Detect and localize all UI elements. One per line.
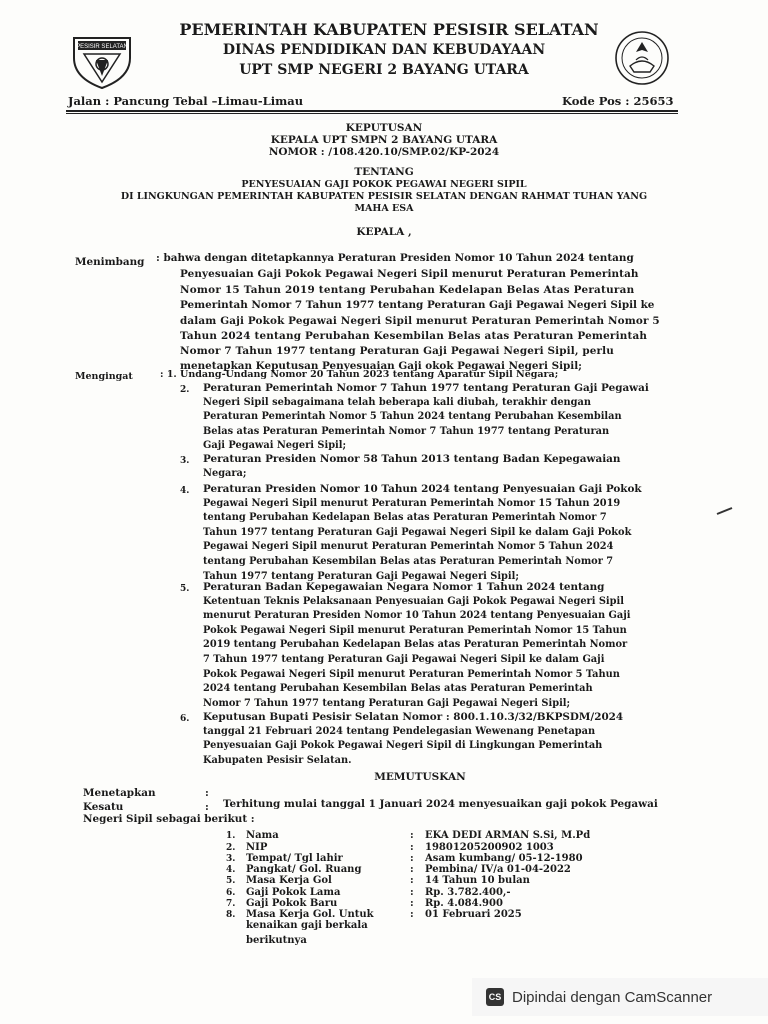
mengingat-line: 2019 tentang Perubahan Kedelapan Belas atas Peraturan Pemerintah Nomor xyxy=(203,639,628,651)
menimbang-line: menetapkan Keputusan Penyesuaian Gaji okok Pegawai Negeri Sipil; xyxy=(180,360,583,372)
kesatu-label: Kesatu xyxy=(83,801,124,813)
detail-value: Pembina/ IV/a 01-04-2022 xyxy=(425,864,571,875)
decree-about: TENTANG xyxy=(354,166,414,178)
pesisir-selatan-logo xyxy=(70,30,134,90)
mengingat-line: 2024 tentang Perubahan Kesembilan Belas atas Peraturan Pemerintah xyxy=(203,683,593,695)
header-government: PEMERINTAH KABUPATEN PESISIR SELATAN xyxy=(179,20,599,39)
pen-mark xyxy=(716,506,734,516)
detail-value: Rp. 3.782.400,- xyxy=(425,887,511,898)
mengingat-line: menurut Peraturan Presiden Nomor 10 Tahun 2024 tentang Penyesuaian Gaji xyxy=(203,610,631,622)
kesatu-text-cont: Negeri Sipil sebagai berikut : xyxy=(83,813,255,825)
mengingat-item-number: 2. xyxy=(180,385,190,395)
detail-number: 4. xyxy=(226,865,236,875)
header-rule-thin xyxy=(66,113,678,114)
mengingat-line: Keputusan Bupati Pesisir Selatan Nomor : 800.1.10.3/32/BKPSDM/2024 xyxy=(203,711,624,723)
mengingat-line: Pegawai Negeri Sipil menurut Peraturan Pemerintah Nomor 15 Tahun 2019 xyxy=(203,497,621,509)
detail-value: Asam kumbang/ 05-12-1980 xyxy=(425,853,583,864)
detail-colon: : xyxy=(410,887,414,898)
camscanner-label: Dipindai dengan CamScanner xyxy=(512,988,713,1006)
mengingat-line: Belas atas Peraturan Pemerintah Nomor 7 Tahun 1977 tentang Peraturan xyxy=(203,425,610,437)
mengingat-line: Peraturan Badan Kepegawaian Negara Nomor 1 Tahun 2024 tentang xyxy=(203,581,605,593)
detail-value: 14 Tahun 10 bulan xyxy=(425,875,530,886)
mengingat-line: Tahun 1977 tentang Peraturan Gaji Pegawai Negeri Sipil; xyxy=(203,570,519,582)
logo-text: PESISIR SELATAN xyxy=(76,44,128,50)
postal-code: Kode Pos : 25653 xyxy=(562,94,674,108)
detail-label: NIP xyxy=(246,842,268,853)
decree-issuer: KEPALA UPT SMPN 2 BAYANG UTARA xyxy=(270,134,498,146)
detail-label-cont: berikutnya xyxy=(246,935,307,946)
menimbang-line: Penyesuaian Gaji Pokok Pegawai Negeri Sipil menurut Peraturan Pemerintah xyxy=(180,268,639,280)
menetapkan-colon: : xyxy=(205,787,209,799)
mengingat-item-number: 6. xyxy=(180,714,190,724)
detail-colon: : xyxy=(410,875,414,886)
detail-colon: : xyxy=(410,898,414,909)
decree-subject-2: DI LINGKUNGAN PEMERINTAH KABUPATEN PESISIR SELATAN DENGAN RAHMAT TUHAN YANG xyxy=(120,191,648,202)
header-school: UPT SMP NEGERI 2 BAYANG UTARA xyxy=(239,62,529,78)
mengingat-line: Negara; xyxy=(203,467,247,479)
menimbang-line: Tahun 2024 tentang Perubahan Kesembilan Belas atas Peraturan Pemerintah xyxy=(180,330,648,342)
mengingat-line: tanggal 21 Februari 2024 tentang Pendelegasian Wewenang Penetapan xyxy=(203,725,596,737)
detail-value: 19801205200902 1003 xyxy=(425,842,554,853)
menetapkan-label: Menetapkan xyxy=(83,787,156,799)
mengingat-line: Kabupaten Pesisir Selatan. xyxy=(203,754,352,766)
mengingat-item-number: 4. xyxy=(180,486,190,496)
mengingat-line: Peraturan Pemerintah Nomor 5 Tahun 2024 tentang Perubahan Kesembilan xyxy=(203,411,622,423)
detail-value: EKA DEDI ARMAN S.Si, M.Pd xyxy=(425,830,591,841)
camscanner-watermark xyxy=(472,978,768,1016)
mengingat-line: Penyesuaian Gaji Pokok Pegawai Negeri Sipil di Lingkungan Pemerintah xyxy=(203,740,603,752)
detail-number: 8. xyxy=(226,910,236,920)
mengingat-item-number: 3. xyxy=(180,456,190,466)
detail-label-cont: kenaikan gaji berkala xyxy=(246,920,368,931)
detail-number: 7. xyxy=(226,899,236,909)
mengingat-line: Pokok Pegawai Negeri Sipil menurut Peraturan Pemerintah Nomor 5 Tahun xyxy=(203,668,620,680)
camscanner-icon: CS xyxy=(486,988,504,1006)
menimbang-line: : bahwa dengan ditetapkannya Peraturan Presiden Nomor 10 Tahun 2024 tentang xyxy=(156,252,634,264)
kesatu-text: Terhitung mulai tanggal 1 Januari 2024 menyesuaikan gaji pokok Pegawai xyxy=(223,798,658,810)
detail-colon: : xyxy=(410,864,414,875)
detail-label: Gaji Pokok Baru xyxy=(246,898,338,909)
menimbang-line: Nomor 15 Tahun 2019 tentang Perubahan Kedelapan Belas Atas Peraturan xyxy=(180,284,635,296)
decree-number: NOMOR : /108.420.10/SMP.02/KP-2024 xyxy=(268,146,500,158)
kesatu-colon: : xyxy=(205,801,209,813)
tut-wuri-handayani-emblem xyxy=(614,30,670,86)
detail-label: Masa Kerja Gol. Untuk xyxy=(246,909,374,920)
detail-colon: : xyxy=(410,842,414,853)
decree-subject-1: PENYESUAIAN GAJI POKOK PEGAWAI NEGERI SIPIL xyxy=(241,179,527,190)
menimbang-line: dalam Gaji Pokok Pegawai Negeri Sipil menurut Peraturan Pemerintah Nomor 5 xyxy=(180,315,660,327)
mengingat-item-number: 5. xyxy=(180,584,190,594)
detail-value: 01 Februari 2025 xyxy=(425,909,522,920)
decree-subject-3: MAHA ESA xyxy=(354,203,414,214)
detail-label: Tempat/ Tgl lahir xyxy=(246,853,343,864)
address: Jalan : Pancung Tebal –Limau-Limau xyxy=(68,94,304,108)
detail-colon: : xyxy=(410,909,414,920)
mengingat-line: Gaji Pegawai Negeri Sipil; xyxy=(203,440,347,452)
menimbang-line: Nomor 7 Tahun 1977 tentang Peraturan Gaji Pegawai Negeri Sipil, perlu xyxy=(180,345,614,357)
menimbang-line: Pemerintah Nomor 7 Tahun 1977 tentang Peraturan Gaji Pegawai Negeri Sipil ke xyxy=(180,299,655,311)
mengingat-line: 7 Tahun 1977 tentang Peraturan Gaji Pegawai Negeri Sipil ke dalam Gaji xyxy=(203,654,605,665)
detail-colon: : xyxy=(410,853,414,864)
mengingat-item-1: : 1. Undang-Undang Nomor 20 Tahun 2023 tentang Aparatur Sipil Negara; xyxy=(160,369,559,380)
mengingat-line: Nomor 7 Tahun 1977 tentang Peraturan Gaji Pegawai Negeri Sipil; xyxy=(203,697,571,709)
mengingat-line: Peraturan Presiden Nomor 10 Tahun 2024 tentang Penyesuaian Gaji Pokok xyxy=(203,483,642,495)
detail-number: 2. xyxy=(226,843,236,853)
header-rule xyxy=(66,110,678,112)
detail-colon: : xyxy=(410,830,414,841)
detail-label: Masa Kerja Gol xyxy=(246,875,332,886)
detail-number: 5. xyxy=(226,876,236,886)
mengingat-line: Pegawai Negeri Sipil menurut Peraturan Pemerintah Nomor 5 Tahun 2024 xyxy=(203,541,614,553)
mengingat-line: tentang Perubahan Kedelapan Belas atas Peraturan Pemerintah Nomor 7 xyxy=(203,512,607,524)
mengingat-line: Peraturan Pemerintah Nomor 7 Tahun 1977 tentang Peraturan Gaji Pegawai xyxy=(203,382,649,394)
detail-label: Nama xyxy=(246,830,279,841)
mengingat-line: Tahun 1977 tentang Peraturan Gaji Pegawai Negeri Sipil ke dalam Gaji Pokok xyxy=(203,526,632,538)
decree-title: KEPUTUSAN xyxy=(345,122,423,134)
detail-label: Pangkat/ Gol. Ruang xyxy=(246,864,362,875)
detail-number: 1. xyxy=(226,831,236,841)
mengingat-line: Negeri Sipil sebagaimana telah beberapa kali diubah, terakhir dengan xyxy=(203,396,592,408)
detail-value: Rp. 4.084.900 xyxy=(425,898,503,909)
mengingat-line: Pokok Pegawai Negeri Sipil menurut Peraturan Pemerintah Nomor 15 Tahun xyxy=(203,624,627,636)
memutuskan-heading: MEMUTUSKAN xyxy=(374,771,466,783)
mengingat-line: Peraturan Presiden Nomor 58 Tahun 2013 tentang Badan Kepegawaian xyxy=(203,453,621,465)
decree-head: KEPALA , xyxy=(356,226,412,238)
mengingat-line: tentang Perubahan Kesembilan Belas atas Peraturan Pemerintah Nomor 7 xyxy=(203,556,614,567)
menimbang-label: Menimbang xyxy=(75,256,145,268)
mengingat-line: Ketentuan Teknis Pelaksanaan Penyesuaian Gaji Pokok Pegawai Negeri Sipil xyxy=(203,595,624,607)
header-department: DINAS PENDIDIKAN DAN KEBUDAYAAN xyxy=(222,42,546,58)
detail-number: 6. xyxy=(226,888,236,898)
mengingat-label: Mengingat xyxy=(75,371,133,382)
detail-label: Gaji Pokok Lama xyxy=(246,887,341,898)
detail-number: 3. xyxy=(226,854,236,864)
